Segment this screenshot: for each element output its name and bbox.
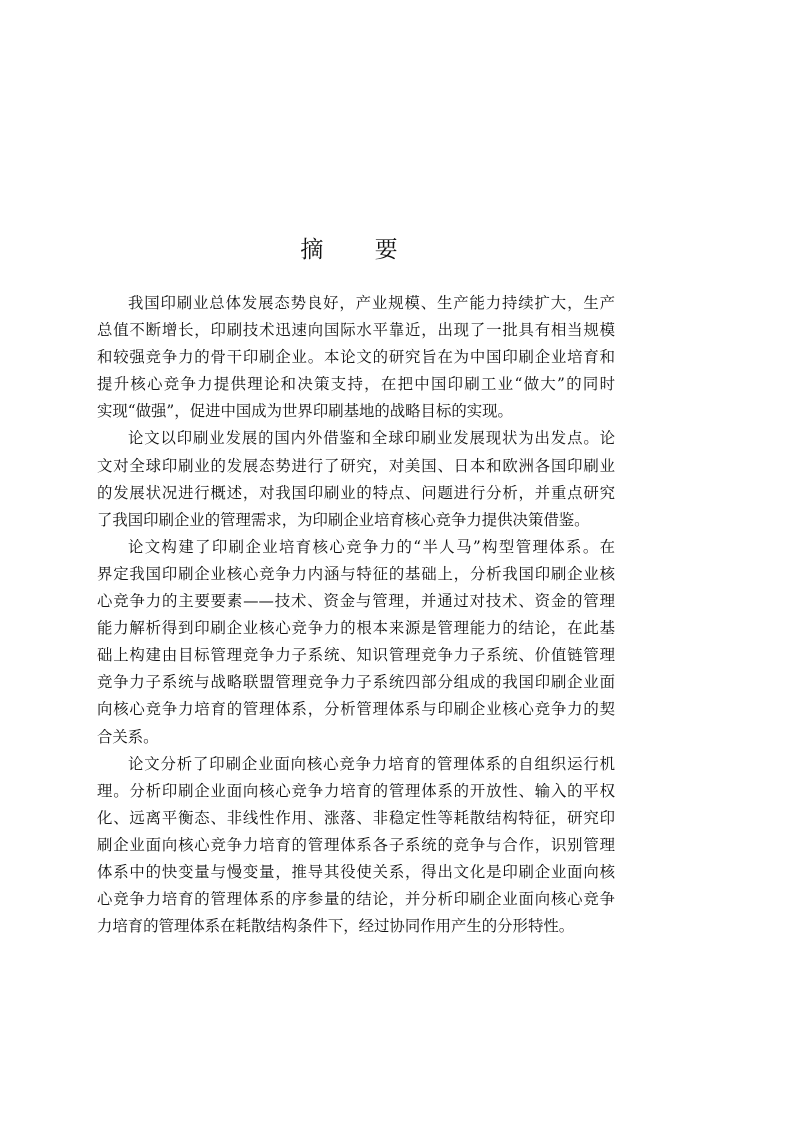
paragraph-4 [97, 751, 615, 941]
paragraph-line: 力培育的管理体系在耗散结构条件下，经过协同作用产生的分形特性。 [97, 917, 575, 936]
paragraph-line: 础上构建由目标管理竞争力子系统、知识管理竞争力子系统、价值链管理 [97, 646, 615, 665]
paragraph-line: 刷企业面向核心竞争力培育的管理体系各子系统的竞争与合作，识别管理 [97, 835, 615, 854]
paragraph-line: 体系中的快变量与慢变量，推导其役使关系，得出文化是印刷企业面向核 [97, 862, 615, 881]
paragraph-line: 实现“做强”，促进中国成为世界印刷基地的战略目标的实现。 [97, 402, 513, 421]
paragraph-2 [97, 425, 615, 533]
paragraph-line: 化、远离平衡态、非线性作用、涨落、非稳定性等耗散结构特征，研究印 [97, 808, 615, 827]
page-title: 摘 要 [300, 237, 420, 263]
paragraph-line: 合关系。 [97, 727, 159, 746]
paragraph-line: 竞争力子系统与战略联盟管理竞争力子系统四部分组成的我国印刷企业面 [97, 673, 615, 692]
paragraph-line: 我国印刷业总体发展态势良好，产业规模、生产能力持续扩大，生产 [128, 294, 615, 312]
paragraph-line: 向核心竞争力培育的管理体系，分析管理体系与印刷企业核心竞争力的契 [97, 700, 615, 719]
paragraph-line: 的发展状况进行概述，对我国印刷业的特点、问题进行分析，并重点研究 [97, 483, 615, 502]
paragraph-line: 能力解析得到印刷企业核心竞争力的根本来源是管理能力的结论，在此基 [97, 619, 615, 638]
abstract-body [97, 290, 615, 940]
paragraph-1 [97, 290, 615, 425]
paragraph-line: 界定我国印刷企业核心竞争力内涵与特征的基础上，分析我国印刷企业核 [97, 564, 615, 583]
paragraph-line: 和较强竞争力的骨干印刷企业。本论文的研究旨在为中国印刷企业培育和 [97, 348, 615, 367]
paragraph-line: 提升核心竞争力提供理论和决策支持，在把中国印刷工业“做大”的同时 [97, 375, 615, 394]
paragraph-line: 文对全球印刷业的发展态势进行了研究，对美国、日本和欧洲各国印刷业 [97, 456, 615, 475]
paragraph-line: 心竞争力培育的管理体系的序参量的结论，并分析印刷企业面向核心竞争 [97, 890, 615, 909]
paragraph-line: 理。分析印刷企业面向核心竞争力培育的管理体系的开放性、输入的平权 [97, 781, 615, 800]
paragraph-line: 论文构建了印刷企业培育核心竞争力的“半人马”构型管理体系。在 [128, 537, 615, 556]
paragraph-3 [97, 534, 615, 751]
paragraph-line: 总值不断增长，印刷技术迅速向国际水平靠近，出现了一批具有相当规模 [97, 321, 615, 340]
paragraph-line: 心竞争力的主要要素——技术、资金与管理，并通过对技术、资金的管理 [97, 592, 615, 611]
paragraph-line: 论文以印刷业发展的国内外借鉴和全球印刷业发展现状为出发点。论 [128, 429, 615, 448]
paragraph-line: 了我国印刷企业的管理需求，为印刷企业培育核心竞争力提供决策借鉴。 [97, 510, 590, 529]
paragraph-line: 论文分析了印刷企业面向核心竞争力培育的管理体系的自组织运行机 [128, 754, 615, 773]
